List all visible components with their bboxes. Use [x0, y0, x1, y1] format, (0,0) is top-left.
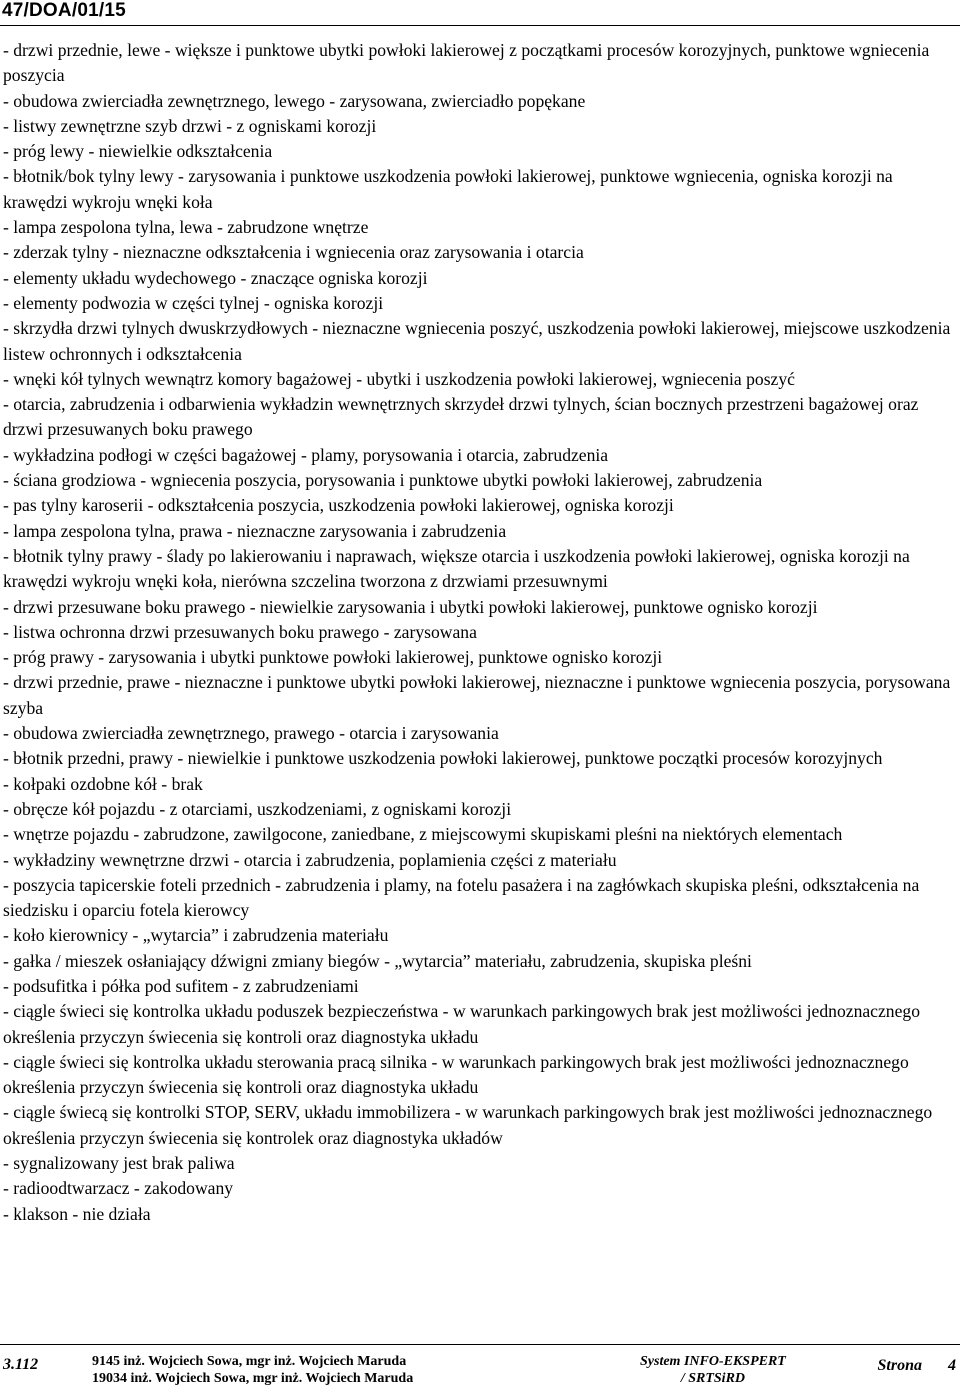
list-item: - obręcze kół pojazdu - z otarciami, uszkodzeniami, z ogniskami korozji	[3, 798, 512, 819]
list-item: - radioodtwarzacz - zakodowany	[3, 1178, 234, 1199]
list-item: - wnętrze pojazdu - zabrudzone, zawilgocone, zaniedbane, z miejscowymi skupiskami pleśni na niektórych elementach	[3, 824, 843, 845]
list-item: - listwy zewnętrzne szyb drzwi - z ogniskami korozji	[3, 115, 377, 136]
list-item: - obudowa zwierciadła zewnętrznego, prawego - otarcia i zarysowania	[3, 723, 499, 744]
footer-section-number: 3.112	[3, 1356, 39, 1373]
list-item: - koło kierownicy - „wytarcia” i zabrudzenia materiału	[3, 925, 389, 946]
list-item: - wykładzina podłogi w części bagażowej - plamy, porysowania i otarcia, zabrudzenia	[3, 444, 609, 465]
list-item: - drzwi przednie, lewe - większe i punktowe ubytki powłoki lakierowej z początkami procesów korozyjnych, punktowe wgniecenia poszycia	[3, 40, 930, 86]
header-divider	[0, 25, 960, 26]
list-item: - poszycia tapicerskie foteli przednich - zabrudzenia i plamy, na fotelu pasażera i na zagłówkach skupiska pleśni, odkształcenia na siedzisku i oparciu fotela kierowcy	[3, 874, 920, 921]
footer-system	[640, 1353, 786, 1387]
footer-page-number: 4	[948, 1357, 956, 1374]
list-item: - lampa zespolona tylna, lewa - zabrudzone wnętrze	[3, 217, 369, 238]
list-item: - skrzydła drzwi tylnych dwuskrzydłowych - nieznaczne wgniecenia poszyć, uszkodzenia powłoki lakierowej, miejscowe uszkodzenia listew ochronnych i odkształcenia	[3, 318, 951, 364]
list-item: - błotnik przedni, prawy - niewielkie i punktowe uszkodzenia powłoki lakierowej, punktowe początki procesów korozyjnych	[3, 748, 883, 769]
footer-system-suffix: / SRTSiRD	[680, 1371, 746, 1386]
list-item: - pas tylny karoserii - odkształcenia poszycia, uszkodzenia powłoki lakierowej, ogniska korozji	[3, 495, 674, 516]
list-item: - lampa zespolona tylna, prawa - nieznaczne zarysowania i zabrudzenia	[3, 520, 507, 541]
list-item: - elementy podwozia w części tylnej - ogniska korozji	[3, 292, 384, 313]
footer-system-name: System INFO-EKSPERT	[640, 1354, 786, 1369]
document-id: 47/DOA/01/15	[2, 0, 126, 21]
list-item: - ciągle świeci się kontrolka układu poduszek bezpieczeństwa - w warunkach parkingowych brak jest możliwości jednoznacznego określenia przyczyn świecenia się kontroli oraz diagnostyka układu	[3, 1001, 920, 1047]
list-item: - elementy układu wydechowego - znaczące ogniska korozji	[3, 267, 428, 288]
list-item: - błotnik tylny prawy - ślady po lakierowaniu i naprawach, większe otarcia i uszkodzenia powłoki lakierowej, ogniska korozji na krawędzi wykroju wnęki koła, nierówna szczelina tworzona z drzwiami przesuwnymi	[3, 545, 910, 592]
damage-list	[3, 38, 955, 1227]
list-item: - obudowa zwierciadła zewnętrznego, lewego - zarysowana, zwierciadło popękane	[3, 90, 586, 111]
list-item: - drzwi przednie, prawe - nieznaczne i punktowe ubytki powłoki lakierowej, nieznaczne i punktowe wgniecenia poszycia, porysowana szyba	[3, 672, 951, 718]
list-item: - kołpaki ozdobne kół - brak	[3, 773, 203, 794]
list-item: - ciągle świeci się kontrolka układu sterowania pracą silnika - w warunkach parkingowych brak jest możliwości jednoznacznego określenia przyczyn świecenia się kontroli oraz diagnostyka układu	[3, 1051, 909, 1098]
footer-author-line: 9145 inż. Wojciech Sowa, mgr inż. Wojciech Maruda	[92, 1354, 407, 1369]
list-item: - ciągle świecą się kontrolki STOP, SERV, układu immobilizera - w warunkach parkingowych brak jest możliwości jednoznacznego określenia przyczyn świecenia się kontrolek oraz diagnostyka układów	[3, 1102, 933, 1148]
list-item: - podsufitka i półka pod sufitem - z zabrudzeniami	[3, 975, 359, 996]
list-item: - drzwi przesuwane boku prawego - niewielkie zarysowania i ubytki powłoki lakierowej, punktowe ognisko korozji	[3, 596, 818, 617]
list-item: - wykładziny wewnętrzne drzwi - otarcia i zabrudzenia, poplamienia części z materiału	[3, 849, 617, 870]
footer-page-label: Strona	[877, 1357, 922, 1374]
list-item: - klakson - nie działa	[3, 1203, 151, 1224]
footer-page	[878, 1357, 956, 1375]
list-item: - błotnik/bok tylny lewy - zarysowania i punktowe uszkodzenia powłoki lakierowej, punktowe wgniecenia, ogniska korozji na krawędzi wykroju wnęki koła	[3, 166, 893, 212]
list-item: - próg prawy - zarysowania i ubytki punktowe powłoki lakierowej, punktowe ognisko korozji	[3, 647, 663, 668]
list-item: - listwa ochronna drzwi przesuwanych boku prawego - zarysowana	[3, 621, 477, 642]
footer-authors	[92, 1353, 413, 1387]
list-item: - zderzak tylny - nieznaczne odkształcenia i wgniecenia oraz zarysowania i otarcia	[3, 242, 584, 263]
list-item: - gałka / mieszek osłaniający dźwigni zmiany biegów - „wytarcia” materiału, zabrudzenia, skupiska pleśni	[3, 950, 752, 971]
list-item: - sygnalizowany jest brak paliwa	[3, 1153, 235, 1174]
list-item: - otarcia, zabrudzenia i odbarwienia wykładzin wewnętrznych skrzydeł drzwi tylnych, ścian bocznych przestrzeni bagażowej oraz drzwi przesuwanych boku prawego	[3, 394, 919, 440]
footer-author-line: 19034 inż. Wojciech Sowa, mgr inż. Wojciech Maruda	[92, 1371, 414, 1386]
list-item: - ściana grodziowa - wgniecenia poszycia, porysowania i punktowe ubytki powłoki lakierowej, zabrudzenia	[3, 470, 763, 491]
list-item: - wnęki kół tylnych wewnątrz komory bagażowej - ubytki i uszkodzenia powłoki lakierowej, wgniecenia poszyć	[3, 368, 795, 389]
list-item: - próg lewy - niewielkie odkształcenia	[3, 141, 273, 162]
footer-divider	[0, 1344, 960, 1345]
